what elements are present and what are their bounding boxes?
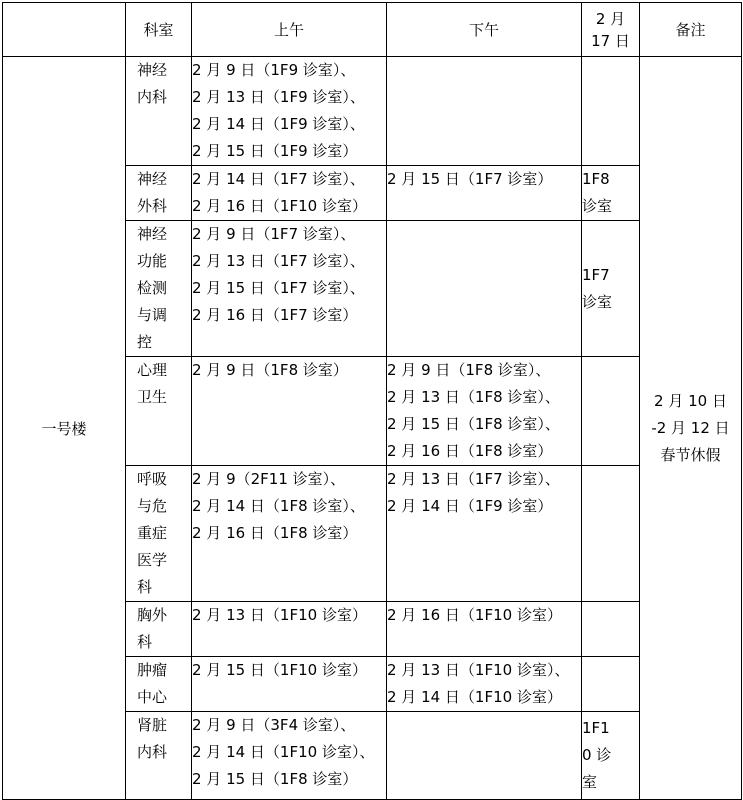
feb17-cell [582,712,640,800]
header-pm: 下午 [387,3,582,57]
am-slot: 2 月 15 日（1F9 诊室） [192,142,358,160]
am-slots-cell [192,357,387,466]
feb17-cell [582,166,640,221]
am-slot: 2 月 14 日（1F10 诊室）、 [192,743,375,761]
am-slot: 2 月 15 日（1F10 诊室） [192,661,367,679]
feb17-cell [582,57,640,166]
am-slots-cell [192,712,387,800]
pm-slots-cell [387,466,582,602]
feb17-cell [582,357,640,466]
feb17-cell [582,602,640,657]
building-cell: 一号楼 [3,57,126,800]
feb17-cell [582,221,640,357]
pm-slots-cell [387,712,582,800]
feb17-room: 1F10 诊室 [582,719,612,791]
am-slot: 2 月 16 日（1F10 诊室） [192,197,367,215]
am-slot: 2 月 9 日（3F4 诊室）、 [192,716,356,734]
am-slot: 2 月 16 日（1F8 诊室） [192,524,358,542]
dept-name: 神经功能检测与调控 [137,225,168,351]
header-am: 上午 [192,3,387,57]
dept-cell [126,57,192,166]
dept-name: 肾脏内科 [137,716,168,761]
pm-slots-cell [387,602,582,657]
header-feb17 [582,3,640,57]
feb17-cell [582,466,640,602]
am-slot: 2 月 13 日（1F9 诊室）、 [192,88,365,106]
header-dept: 科室 [126,3,192,57]
am-slot: 2 月 9 日（1F9 诊室）、 [192,61,356,79]
note-cell [640,57,742,800]
note-line1: 2 月 10 日 [654,391,727,410]
feb17-cell [582,657,640,712]
pm-slots-cell [387,166,582,221]
dept-cell [126,221,192,357]
am-slots-cell [192,466,387,602]
am-slot: 2 月 14 日（1F7 诊室）、 [192,170,365,188]
schedule-table [2,2,742,800]
dept-cell [126,602,192,657]
pm-slot: 2 月 15 日（1F8 诊室）、 [387,415,560,433]
am-slot: 2 月 16 日（1F7 诊室） [192,306,358,324]
dept-name: 神经内科 [137,61,168,106]
am-slots-cell [192,57,387,166]
dept-name: 肿瘤中心 [137,661,168,706]
am-slots-cell [192,602,387,657]
note-line3: 春节休假 [660,445,721,464]
pm-slots-cell [387,57,582,166]
am-slot: 2 月 9（2F11 诊室）、 [192,470,346,488]
am-slots-cell [192,166,387,221]
pm-slots-cell [387,357,582,466]
pm-slot: 2 月 13 日（1F8 诊室）、 [387,388,560,406]
header-row [3,3,742,57]
dept-name: 心理卫生 [137,361,168,406]
dept-name: 神经外科 [137,170,168,215]
pm-slot: 2 月 15 日（1F7 诊室） [387,170,553,188]
dept-name: 胸外科 [137,606,168,651]
am-slot: 2 月 14 日（1F8 诊室）、 [192,497,365,515]
note-line2: -2 月 12 日 [651,418,730,437]
header-building [3,3,126,57]
pm-slot: 2 月 13 日（1F10 诊室）、 [387,661,570,679]
dept-cell [126,357,192,466]
pm-slots-cell [387,657,582,712]
feb17-room: 1F7 诊室 [582,265,613,311]
pm-slots-cell [387,221,582,357]
am-slot: 2 月 13 日（1F7 诊室）、 [192,252,365,270]
pm-slot: 2 月 13 日（1F7 诊室）、 [387,470,560,488]
dept-name: 呼吸与危重症医学科 [137,470,168,596]
header-feb17-line1: 2 月 [595,9,626,28]
am-slot: 2 月 14 日（1F9 诊室）、 [192,115,365,133]
am-slot: 2 月 15 日（1F7 诊室）、 [192,279,365,297]
feb17-room: 1F8 诊室 [582,170,613,215]
am-slot: 2 月 9 日（1F7 诊室）、 [192,225,356,243]
pm-slot: 2 月 9 日（1F8 诊室）、 [387,361,551,379]
dept-cell [126,657,192,712]
header-note: 备注 [640,3,742,57]
am-slot: 2 月 9 日（1F8 诊室） [192,361,348,379]
pm-slot: 2 月 16 日（1F8 诊室） [387,442,553,460]
pm-slot: 2 月 14 日（1F9 诊室） [387,497,553,515]
am-slot: 2 月 15 日（1F8 诊室） [192,770,358,788]
pm-slot: 2 月 14 日（1F10 诊室） [387,688,562,706]
header-feb17-line2: 17 日 [591,31,630,50]
am-slots-cell [192,657,387,712]
pm-slot: 2 月 16 日（1F10 诊室） [387,606,562,624]
table-row [3,57,742,166]
dept-cell [126,712,192,800]
am-slots-cell [192,221,387,357]
dept-cell [126,166,192,221]
dept-cell [126,466,192,602]
am-slot: 2 月 13 日（1F10 诊室） [192,606,367,624]
